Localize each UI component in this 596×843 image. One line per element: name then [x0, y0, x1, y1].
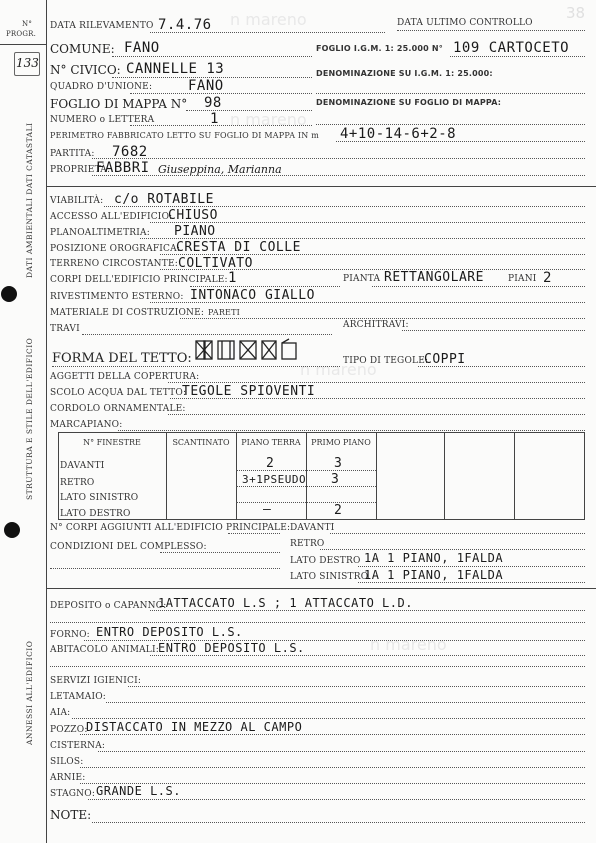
- numero-value: 1: [210, 111, 219, 127]
- comune-value: FANO: [124, 40, 160, 56]
- perimetro-value: 4+10-14-6+2-8: [340, 126, 457, 142]
- finestre-table: [58, 432, 585, 520]
- finestre-row-retro-label: RETRO: [60, 478, 95, 488]
- perimetro-label: PERIMETRO FABBRICATO LETTO SU FOGLIO DI MAPPA IN m: [50, 131, 320, 140]
- finestre-header-scantinato: SCANTINATO: [172, 438, 230, 447]
- travi-label: TRAVI: [50, 324, 80, 334]
- finestre-row-destro-label: LATO DESTRO: [60, 509, 131, 519]
- tipo-tegole-label: TIPO DI TEGOLE:: [343, 356, 429, 366]
- corpi-label: CORPI DELL'EDIFICIO PRINCIPALE:: [50, 275, 228, 285]
- side-label-annessi: ANNESSI ALL'EDIFICIO: [25, 640, 34, 745]
- proprieta-label: PROPRIETÀ:: [50, 165, 111, 175]
- rivestimento-value: INTONACO GIALLO: [190, 288, 315, 303]
- comune-label: COMUNE:: [50, 42, 115, 56]
- viabilita-label: VIABILITÀ:: [50, 196, 104, 206]
- davanti-label: DAVANTI: [290, 523, 335, 533]
- quadro-label: QUADRO D'UNIONE:: [50, 82, 153, 92]
- progr-number-box: [14, 52, 40, 76]
- numero-label: NUMERO o LETTERA: [50, 115, 155, 125]
- architravi-label: ARCHITRAVI:: [343, 320, 409, 330]
- posizione-value: CRESTA DI COLLE: [176, 240, 301, 255]
- condizioni-label: CONDIZIONI DEL COMPLESSO:: [50, 542, 207, 552]
- note-label: NOTE:: [50, 808, 92, 822]
- terreno-value: COLTIVATO: [178, 256, 253, 271]
- finestre-row-davanti-terra: 2: [266, 456, 275, 471]
- lato-destro-value: 1A 1 PIANO, 1FALDA: [364, 551, 504, 565]
- pianta-value: RETTANGOLARE: [384, 270, 484, 285]
- cisterna-label: CISTERNA:: [50, 741, 106, 751]
- piani-value: 2: [543, 270, 552, 286]
- servizi-label: SERVIZI IGIENICI:: [50, 676, 142, 686]
- foglio-mappa-label: FOGLIO DI MAPPA N°: [50, 97, 188, 111]
- scolo-value: TEGOLE SPIOVENTI: [182, 384, 316, 399]
- binder-hole-bottom: [4, 522, 20, 538]
- civico-value: CANNELLE 13: [126, 61, 225, 77]
- piani-label: PIANI: [508, 274, 537, 284]
- progr-n-label: N°: [22, 20, 33, 28]
- pozzo-value: DISTACCATO IN MEZZO AL CAMPO: [86, 720, 303, 734]
- foglio-igm-label: FOGLIO I.G.M. 1: 25.000 N°: [316, 44, 444, 53]
- deposito-label: DEPOSITO o CAPANNO:: [50, 601, 167, 611]
- finestre-header-terra: PIANO TERRA: [241, 438, 301, 447]
- materiale-label: MATERIALE DI COSTRUZIONE:: [50, 308, 205, 318]
- accesso-label: ACCESSO ALL'EDIFICIO:: [50, 212, 173, 222]
- pozzo-label: POZZO:: [50, 725, 88, 735]
- marcapiano-label: MARCAPIANO:: [50, 420, 123, 430]
- roof-shape-icons: [194, 338, 304, 362]
- scolo-label: SCOLO ACQUA DAL TETTO:: [50, 388, 187, 398]
- finestre-header-label: N° FINESTRE: [83, 438, 141, 447]
- partita-label: PARTITA:: [50, 149, 95, 159]
- side-label-catastali: DATI AMBIENTALI DATI CATASTALI: [25, 122, 34, 278]
- corpi-value: 1: [228, 270, 237, 286]
- deposito-value: 1ATTACCATO L.S ; 1 ATTACCATO L.D.: [158, 596, 413, 610]
- progr-label: PROGR.: [6, 30, 37, 38]
- accesso-value: CHIUSO: [168, 208, 218, 223]
- corpi-aggiunti-label: N° CORPI AGGIUNTI ALL'EDIFICIO PRINCIPALE:: [50, 523, 291, 533]
- lato-sinistro-label: LATO SINISTRO: [290, 572, 369, 582]
- tipo-tegole-value: COPPI: [424, 352, 466, 367]
- foglio-mappa-value: 98: [204, 95, 222, 111]
- forno-value: ENTRO DEPOSITO L.S.: [96, 625, 243, 639]
- side-label-struttura: STRUTTURA E STILE DELL'EDIFICIO: [25, 337, 34, 500]
- aia-label: AIA:: [50, 708, 71, 718]
- posizione-label: POSIZIONE OROGRAFICA:: [50, 244, 181, 254]
- finestre-row-destro-primo: 2: [334, 503, 343, 518]
- viabilita-value: c/o ROTABILE: [114, 192, 214, 207]
- finestre-row-retro-primo: 3: [331, 472, 340, 487]
- data-rilevamento-value: 7.4.76: [158, 17, 212, 33]
- binder-hole-top: [1, 286, 17, 302]
- stagno-value: GRANDE L.S.: [96, 784, 181, 798]
- proprieta-names: Giuseppina, Marianna: [158, 163, 282, 176]
- ricovero-label: ABITACOLO ANIMALI:: [50, 645, 159, 655]
- proprieta-surname: FABBRI: [96, 160, 150, 176]
- foglio-igm-value: 109 CARTOCETO: [453, 40, 570, 56]
- silos-label: SILOS:: [50, 757, 84, 767]
- arnie-label: ARNIE:: [50, 773, 86, 783]
- progr-number: 133: [16, 56, 39, 70]
- civico-label: N° CIVICO:: [50, 63, 121, 77]
- denom-foglio-label: DENOMINAZIONE SU FOGLIO DI MAPPA:: [316, 98, 502, 107]
- forma-tetto-label: FORMA DEL TETTO:: [52, 351, 192, 366]
- data-rilevamento-label: DATA RILEVAMENTO: [50, 21, 154, 31]
- quadro-value: FANO: [188, 78, 224, 94]
- finestre-row-davanti-primo: 3: [334, 456, 343, 471]
- letamaio-label: LETAMAIO:: [50, 692, 107, 702]
- ricovero-value: ENTRO DEPOSITO L.S.: [158, 641, 305, 655]
- cordolo-label: CORDOLO ORNAMENTALE:: [50, 404, 186, 414]
- rivestimento-label: RIVESTIMENTO ESTERNO:: [50, 292, 184, 302]
- materiale-value: PARETI: [208, 308, 240, 317]
- retro-label: RETRO: [290, 539, 325, 549]
- finestre-row-sinistro-label: LATO SINISTRO: [60, 493, 139, 503]
- aggetti-label: AGGETTI DELLA COPERTURA:: [50, 372, 200, 382]
- lato-destro-label: LATO DESTRO: [290, 556, 361, 566]
- denom-igm-label: DENOMINAZIONE SU I.G.M. 1: 25.000:: [316, 69, 493, 78]
- finestre-row-retro-terra: 3+1PSEUDO: [242, 473, 307, 486]
- planoalt-label: PLANOALTIMETRIA:: [50, 228, 150, 238]
- partita-value: 7682: [112, 144, 148, 160]
- terreno-label: TERRENO CIRCOSTANTE:: [50, 259, 178, 269]
- finestre-row-davanti-label: DAVANTI: [60, 461, 105, 471]
- page-number: 38: [566, 4, 586, 22]
- lato-sinistro-value: 1A 1 PIANO, 1FALDA: [364, 568, 504, 582]
- finestre-header-primo: PRIMO PIANO: [311, 438, 371, 447]
- pianta-label: PIANTA: [343, 274, 381, 284]
- finestre-row-destro-terra: —: [263, 502, 272, 517]
- stagno-label: STAGNO:: [50, 789, 96, 799]
- planoalt-value: PIANO: [174, 224, 216, 239]
- forno-label: FORNO:: [50, 630, 90, 640]
- data-ultimo-label: DATA ULTIMO CONTROLLO: [397, 18, 533, 28]
